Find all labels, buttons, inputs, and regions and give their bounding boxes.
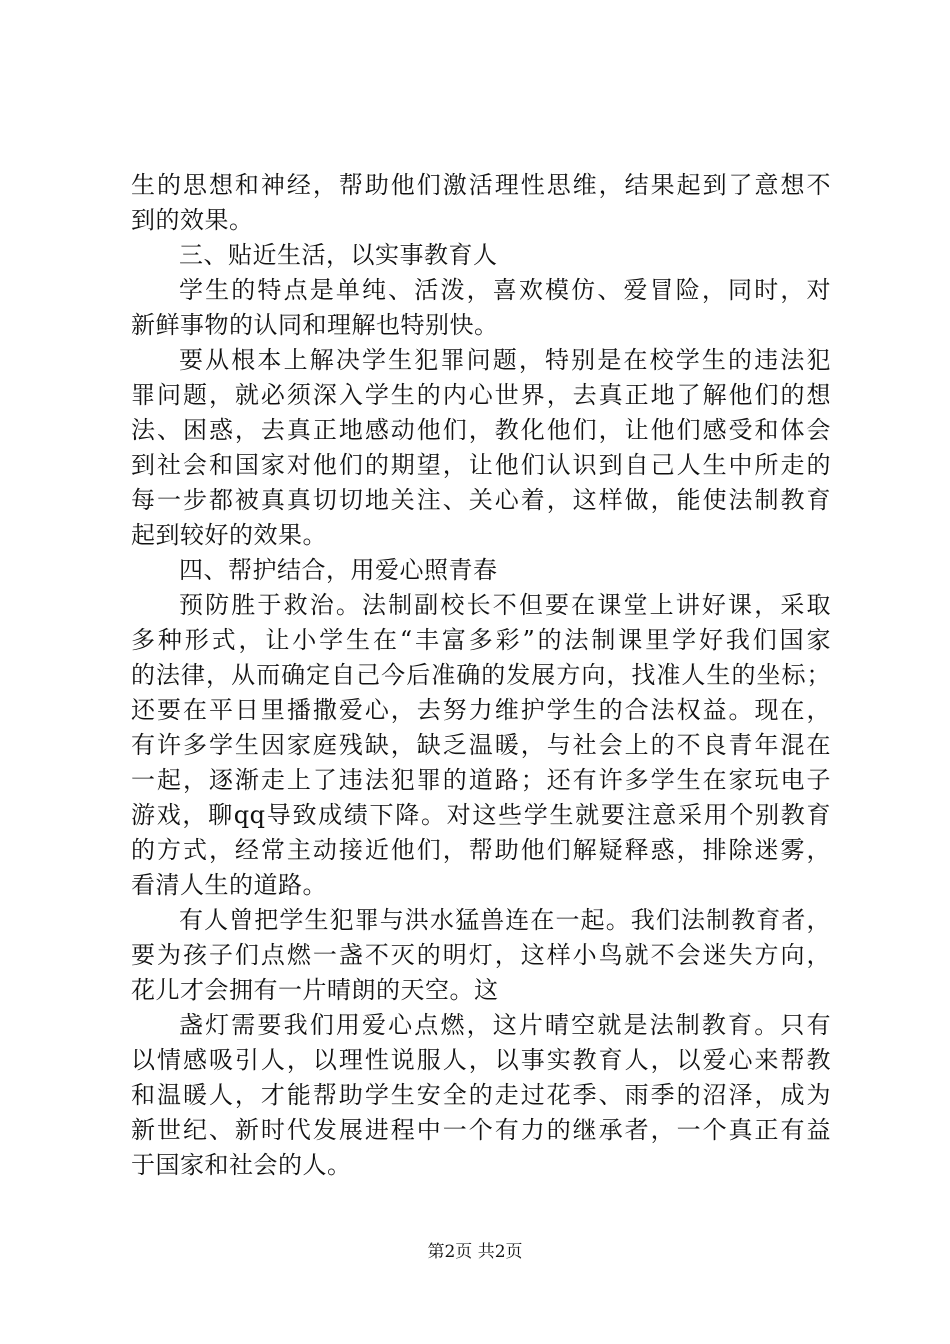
text-line: 到的效果。 bbox=[131, 206, 254, 234]
text-line: 于国家和社会的人。 bbox=[131, 1151, 352, 1179]
text-line: 新世纪、新时代发展进程中一个有力的继承者，一个真正有益 bbox=[131, 1116, 831, 1144]
text-line: 和温暖人，才能帮助学生安全的走过花季、雨季的沼泽，成为 bbox=[131, 1081, 831, 1109]
text-line: 多种形式，让小学生在“丰富多彩”的法制课里学好我们国家 bbox=[131, 626, 831, 654]
text-line: 到社会和国家对他们的期望，让他们认识到自己人生中所走的 bbox=[131, 451, 831, 479]
text-line: 要从根本上解决学生犯罪问题，特别是在校学生的违法犯 bbox=[179, 346, 831, 374]
text-line: 看清人生的道路。 bbox=[131, 871, 327, 899]
text-line: 的法律，从而确定自己今后准确的发展方向，找准人生的坐标； bbox=[131, 661, 831, 689]
text-line: 预防胜于救治。法制副校长不但要在课堂上讲好课，采取 bbox=[179, 591, 831, 619]
text-line: 有许多学生因家庭残缺，缺乏温暖，与社会上的不良青年混在 bbox=[131, 731, 831, 759]
text-line: 法、困惑，去真正地感动他们，教化他们，让他们感受和体会 bbox=[131, 416, 831, 444]
section-heading: 三、贴近生活，以实事教育人 bbox=[179, 241, 498, 269]
text-line: 学生的特点是单纯、活泼，喜欢模仿、爱冒险，同时，对 bbox=[179, 276, 831, 304]
text-line: 以情感吸引人，以理性说服人，以事实教育人，以爱心来帮教 bbox=[131, 1046, 831, 1074]
text-line: 的方式，经常主动接近他们，帮助他们解疑释惑，排除迷雾， bbox=[131, 836, 831, 864]
document-body bbox=[131, 168, 831, 1183]
text-line: 起到较好的效果。 bbox=[131, 521, 327, 549]
text-line: 还要在平日里播撒爱心，去努力维护学生的合法权益。现在， bbox=[131, 696, 831, 724]
text-line: 花儿才会拥有一片晴朗的天空。这 bbox=[131, 976, 499, 1004]
section-heading: 四、帮护结合，用爱心照青春 bbox=[179, 556, 498, 584]
text-line: 盏灯需要我们用爱心点燃，这片晴空就是法制教育。只有 bbox=[179, 1011, 831, 1039]
text-line: 一起，逐渐走上了违法犯罪的道路；还有许多学生在家玩电子 bbox=[131, 766, 831, 794]
text-line: 新鲜事物的认同和理解也特别快。 bbox=[131, 311, 499, 339]
text-line: 罪问题，就必须深入学生的内心世界，去真正地了解他们的想 bbox=[131, 381, 831, 409]
page-footer bbox=[0, 1240, 950, 1264]
text-line: 有人曾把学生犯罪与洪水猛兽连在一起。我们法制教育者， bbox=[179, 906, 831, 934]
text-line: 要为孩子们点燃一盏不灭的明灯，这样小鸟就不会迷失方向， bbox=[131, 941, 831, 969]
text-line: 每一步都被真真切切地关注、关心着，这样做，能使法制教育 bbox=[131, 486, 831, 514]
text-line: 游戏，聊qq导致成绩下降。对这些学生就要注意采用个别教育 bbox=[131, 801, 831, 829]
text-line: 生的思想和神经，帮助他们激活理性思维，结果起到了意想不 bbox=[131, 171, 831, 199]
page-number-label: 第2页 共2页 bbox=[427, 1242, 523, 1262]
